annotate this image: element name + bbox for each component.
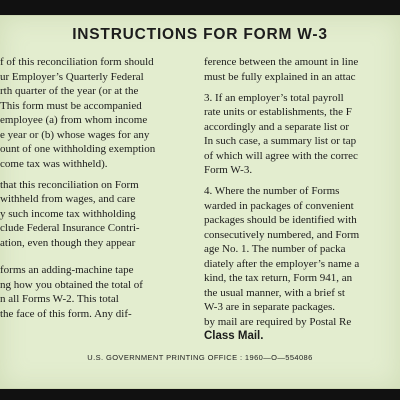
left-line: f of this reconciliation form should — [0, 56, 154, 68]
right-line: accordingly and a separate list or — [204, 120, 350, 133]
left-line: the face of this form. Any dif- — [0, 307, 132, 320]
form-w3-instruction-card — [0, 15, 400, 389]
right-line: warded in packages of convenient — [204, 199, 354, 212]
right-line: W-3 are in separate packages. — [204, 301, 336, 313]
left-line: ng how you obtained the total of — [0, 278, 143, 291]
left-line: n all Forms W-2. This total — [0, 293, 119, 305]
left-line: that this reconciliation on Form — [0, 178, 139, 191]
printing-office-imprint: U.S. GOVERNMENT PRINTING OFFICE : 1960—O—554086 — [87, 353, 313, 362]
left-line: employee (a) from whom income — [0, 114, 148, 126]
left-line: ation, even though they appear — [0, 236, 136, 249]
right-line: ference between the amount in line — [204, 56, 359, 68]
left-line: come tax was withheld). — [0, 157, 108, 170]
right-line: of which will agree with the correc — [204, 149, 358, 162]
left-line: e year or (b) whose wages for any — [0, 128, 150, 141]
right-line: age No. 1. The number of packa — [204, 243, 346, 255]
left-line: y such income tax withholding — [0, 207, 136, 220]
right-text-column — [204, 55, 400, 344]
right-line: 4. Where the number of Forms — [204, 185, 340, 197]
right-line: In such case, a summary list or tap — [204, 135, 357, 147]
form-title: INSTRUCTIONS FOR FORM W-3 — [72, 26, 328, 43]
left-line: forms an adding-machine tape — [0, 264, 134, 276]
right-line: kind, the tax return, Form 941, an — [204, 272, 353, 284]
left-line: This form must be accompanied — [0, 99, 142, 112]
class-mail-text: Class Mail. — [204, 330, 264, 342]
left-line: clude Federal Insurance Contri- — [0, 222, 140, 234]
left-line: ur Employer’s Quarterly Federal — [0, 70, 144, 83]
right-line: diately after the employer’s name a — [204, 257, 360, 270]
right-line: 3. If an employer’s total payroll — [204, 91, 344, 104]
right-line: the usual manner, with a brief st — [204, 286, 345, 299]
right-line: consecutively numbered, and Form — [204, 228, 360, 241]
right-line: rate units or establishments, the F — [204, 106, 352, 118]
right-line: must be fully explained in an attac — [204, 70, 356, 83]
left-line: rth quarter of the year (or at the — [0, 85, 139, 97]
left-text-column — [0, 55, 192, 321]
left-line: ount of one withholding exemption — [0, 143, 156, 155]
right-line: packages should be identified with — [204, 214, 357, 226]
right-line: Form W-3. — [204, 164, 253, 176]
right-line: by mail are required by Postal Re — [204, 315, 352, 328]
left-line: withheld from wages, and care — [0, 193, 136, 205]
